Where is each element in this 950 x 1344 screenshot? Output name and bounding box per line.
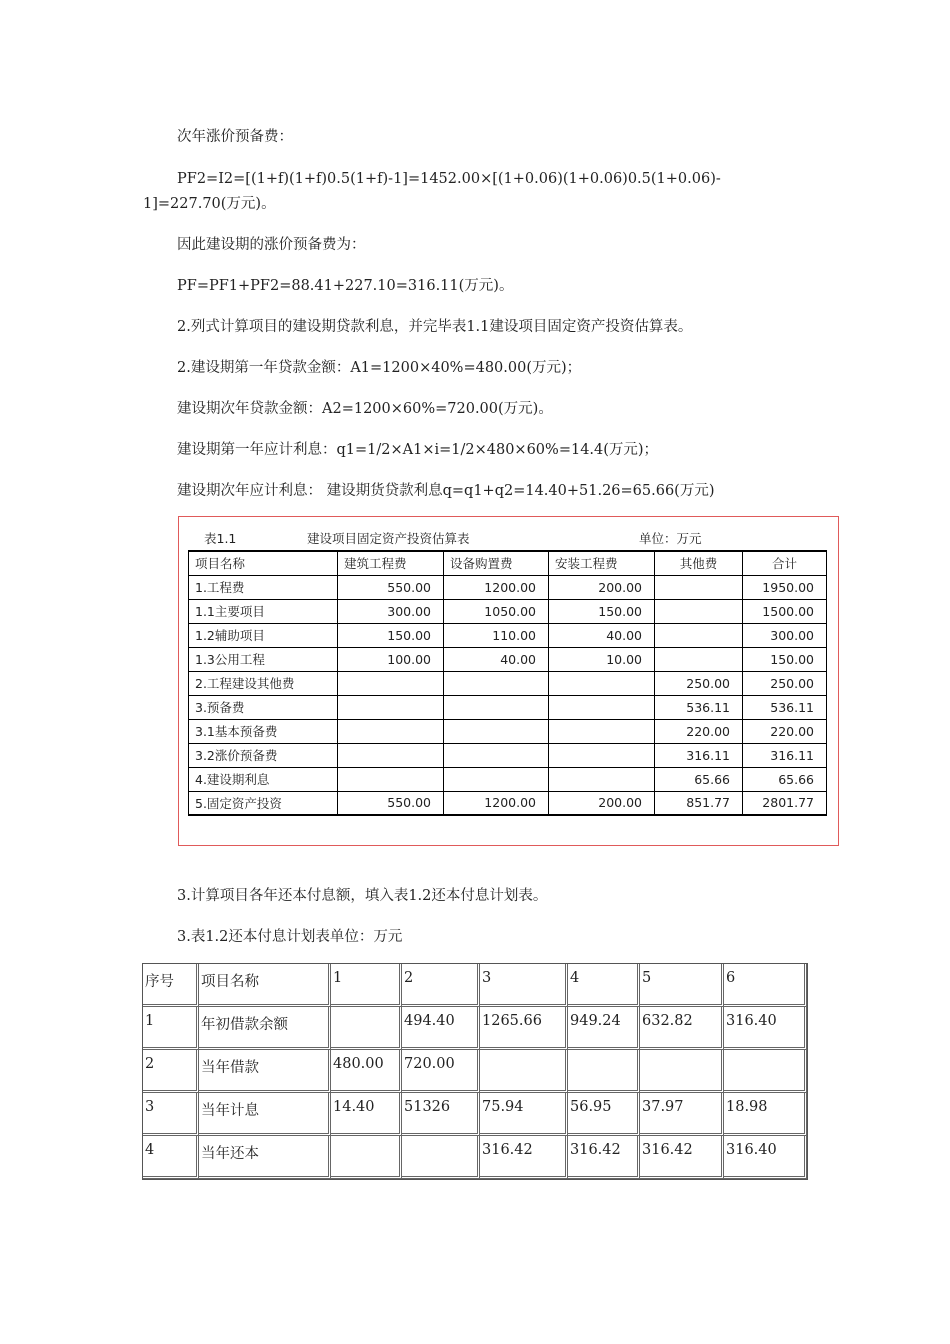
table-1-1 [188, 550, 827, 816]
table-1-1-cell [655, 647, 743, 671]
table-1-2-cell [568, 1050, 640, 1093]
table-1-2-header-cell: 2 [402, 964, 480, 1007]
table-1-2-cell [640, 1050, 724, 1093]
para-therefore: 因此建设期的涨价预备费为： [177, 237, 366, 253]
table-1-1-row [189, 695, 827, 719]
table-1-1-row [189, 623, 827, 647]
table-1-2-cell: 316.40 [724, 1007, 807, 1050]
table-1-2-cell [480, 1050, 568, 1093]
table-1-1-cell [444, 671, 549, 695]
table-1-2-header-cell: 序号 [143, 964, 199, 1007]
table-1-2-header-cell: 项目名称 [199, 964, 331, 1007]
table-1-1-cell: 550.00 [338, 791, 444, 815]
table-1-1-item-name: 2.工程建设其他费 [189, 671, 338, 695]
table-1-1-cell [444, 743, 549, 767]
table-1-2-header-cell: 5 [640, 964, 724, 1007]
table-1-2-cell: 3 [143, 1093, 199, 1136]
table-1-1-header-row [189, 551, 827, 575]
table-1-1-item-name: 3.1基本预备费 [189, 719, 338, 743]
table-1-2-cell: 75.94 [480, 1093, 568, 1136]
table-1-1-cell: 220.00 [743, 719, 827, 743]
table-1-1-cell: 1050.00 [444, 599, 549, 623]
table-1-1-row [189, 743, 827, 767]
table-1-2 [142, 963, 808, 1180]
table-1-1-item-name: 1.1主要项目 [189, 599, 338, 623]
question-3: 3.计算项目各年还本付息额，填入表1.2还本付息计划表。 [177, 888, 548, 904]
table-1-1-cell: 316.11 [655, 743, 743, 767]
table-1-2-cell: 480.00 [331, 1050, 402, 1093]
table-1-2-cell: 当年还本 [199, 1136, 331, 1179]
table-1-1-cell [655, 575, 743, 599]
formula-pf2-line1: PF2=I2=[(1+f)(1+f)0.5(1+f)-1]=1452.00×[(1+0.06)(1+0.06)0.5(1+0.06)- [177, 171, 721, 187]
table-1-1-cell: 10.00 [549, 647, 655, 671]
table-1-1-cell [338, 671, 444, 695]
table-1-1-row [189, 719, 827, 743]
table-1-2-header-cell: 1 [331, 964, 402, 1007]
formula-pf2-line2: 1]=227.70(万元)。 [143, 196, 276, 212]
table-1-2-header-cell: 4 [568, 964, 640, 1007]
table-1-1-item-name: 5.固定资产投资 [189, 791, 338, 815]
answer-2-q1: 建设期第一年应计利息：q1=1/2×A1×i=1/2×480×60%=14.4(万元)； [177, 442, 659, 458]
table-1-2-row [143, 1136, 807, 1179]
table-1-1-title: 建设项目固定资产投资估算表 [307, 531, 470, 546]
table-1-2-cell: 1 [143, 1007, 199, 1050]
table-1-1-cell: 150.00 [549, 599, 655, 623]
table-1-1-item-name: 1.工程费 [189, 575, 338, 599]
table-1-2-cell: 当年借款 [199, 1050, 331, 1093]
table-1-1-cell: 851.77 [655, 791, 743, 815]
table-1-2-cell: 316.40 [724, 1136, 807, 1179]
table-1-1-cell [338, 743, 444, 767]
answer-2-a2: 建设期次年贷款金额：A2=1200×60%=720.00(万元)。 [177, 401, 553, 417]
table-1-1-cell: 40.00 [549, 623, 655, 647]
table-1-1-row [189, 575, 827, 599]
table-1-1-cell: 300.00 [743, 623, 827, 647]
table-1-1-cell [655, 599, 743, 623]
table-1-1-cell: 150.00 [338, 623, 444, 647]
table-1-1-header-cell: 合计 [743, 551, 827, 575]
para-next-year-price-reserve: 次年涨价预备费： [177, 129, 293, 145]
table-1-1-cell: 250.00 [655, 671, 743, 695]
table-1-1-item-name: 1.2辅助项目 [189, 623, 338, 647]
table-1-1-item-name: 3.预备费 [189, 695, 338, 719]
table-1-2-cell: 316.42 [568, 1136, 640, 1179]
table-1-1-cell [549, 695, 655, 719]
table-1-1-cell: 1200.00 [444, 575, 549, 599]
table-1-1-cell: 550.00 [338, 575, 444, 599]
table-1-1-header-cell: 建筑工程费 [338, 551, 444, 575]
table-1-1-cell: 200.00 [549, 791, 655, 815]
table-1-2-cell: 494.40 [402, 1007, 480, 1050]
table-1-1-cell: 250.00 [743, 671, 827, 695]
table-1-2-cell [724, 1050, 807, 1093]
table-1-1-cell: 100.00 [338, 647, 444, 671]
table-1-1-header-cell: 安装工程费 [549, 551, 655, 575]
table-1-1-image [178, 516, 839, 846]
table-1-1-cell: 536.11 [655, 695, 743, 719]
table-1-1-row [189, 599, 827, 623]
table-1-1-cell: 1950.00 [743, 575, 827, 599]
table-1-1-row [189, 791, 827, 815]
table-1-1-label: 表1.1 [204, 531, 237, 546]
table-1-1-cell: 220.00 [655, 719, 743, 743]
table-1-2-row [143, 1050, 807, 1093]
table-1-1-row [189, 767, 827, 791]
table-1-1-item-name: 4.建设期利息 [189, 767, 338, 791]
question-2: 2.列式计算项目的建设期贷款利息，并完毕表1.1建设项目固定资产投资估算表。 [177, 319, 693, 335]
table-1-2-cell: 56.95 [568, 1093, 640, 1136]
table-1-2-cell: 4 [143, 1136, 199, 1179]
table-1-1-cell [338, 695, 444, 719]
table-1-1-cell: 1500.00 [743, 599, 827, 623]
table-1-1-cell: 65.66 [655, 767, 743, 791]
table-1-1-cell [338, 719, 444, 743]
table-1-1-cell [549, 743, 655, 767]
table-1-2-row [143, 1093, 807, 1136]
table-1-1-cell: 1200.00 [444, 791, 549, 815]
table-1-2-cell: 1265.66 [480, 1007, 568, 1050]
table-1-1-cell: 110.00 [444, 623, 549, 647]
table-1-1-cell: 40.00 [444, 647, 549, 671]
table-1-2-cell: 316.42 [480, 1136, 568, 1179]
table-1-1-unit: 单位：万元 [639, 531, 702, 546]
table-1-2-cell [402, 1136, 480, 1179]
table-1-2-cell: 316.42 [640, 1136, 724, 1179]
table-1-1-cell [549, 767, 655, 791]
table-1-2-cell: 949.24 [568, 1007, 640, 1050]
table-1-1-cell: 300.00 [338, 599, 444, 623]
table-1-2-cell: 14.40 [331, 1093, 402, 1136]
table-1-2-cell: 18.98 [724, 1093, 807, 1136]
table-1-1-cell [549, 671, 655, 695]
table-1-1-cell: 2801.77 [743, 791, 827, 815]
table-1-2-cell: 2 [143, 1050, 199, 1093]
table-1-1-header-cell: 设备购置费 [444, 551, 549, 575]
table-1-2-cell: 37.97 [640, 1093, 724, 1136]
table-1-2-header-row [143, 964, 807, 1007]
table-1-2-header-cell: 6 [724, 964, 807, 1007]
table-1-2-cell: 632.82 [640, 1007, 724, 1050]
table-1-1-header-cell: 其他费 [655, 551, 743, 575]
answer-3-title: 3.表1.2还本付息计划表单位：万元 [177, 929, 403, 945]
table-1-2-cell [331, 1136, 402, 1179]
table-1-1-cell: 65.66 [743, 767, 827, 791]
table-1-1-cell: 200.00 [549, 575, 655, 599]
table-1-2-cell: 720.00 [402, 1050, 480, 1093]
table-1-1-cell: 150.00 [743, 647, 827, 671]
table-1-1-cell [549, 719, 655, 743]
answer-2-q2: 建设期次年应计利息： 建设期货贷款利息q=q1+q2=14.40+51.26=65.66(万元) [177, 483, 715, 499]
table-1-1-cell [444, 695, 549, 719]
formula-pf: PF=PF1+PF2=88.41+227.10=316.11(万元)。 [177, 278, 514, 294]
table-1-1-row [189, 671, 827, 695]
table-1-1-cell [338, 767, 444, 791]
table-1-2-header-cell: 3 [480, 964, 568, 1007]
table-1-2-cell: 当年计息 [199, 1093, 331, 1136]
table-1-1-header-cell: 项目名称 [189, 551, 338, 575]
table-1-1-cell: 536.11 [743, 695, 827, 719]
table-1-1-row [189, 647, 827, 671]
table-1-2-row [143, 1007, 807, 1050]
answer-2-a1: 2.建设期第一年贷款金额：A1=1200×40%=480.00(万元)； [177, 360, 582, 376]
table-1-1-item-name: 3.2涨价预备费 [189, 743, 338, 767]
table-1-1-item-name: 1.3公用工程 [189, 647, 338, 671]
table-1-2-cell [331, 1007, 402, 1050]
table-1-2-cell: 年初借款余额 [199, 1007, 331, 1050]
table-1-1-cell: 316.11 [743, 743, 827, 767]
table-1-1-cell [444, 767, 549, 791]
table-1-1-cell [655, 623, 743, 647]
table-1-2-cell: 51326 [402, 1093, 480, 1136]
table-1-1-cell [444, 719, 549, 743]
